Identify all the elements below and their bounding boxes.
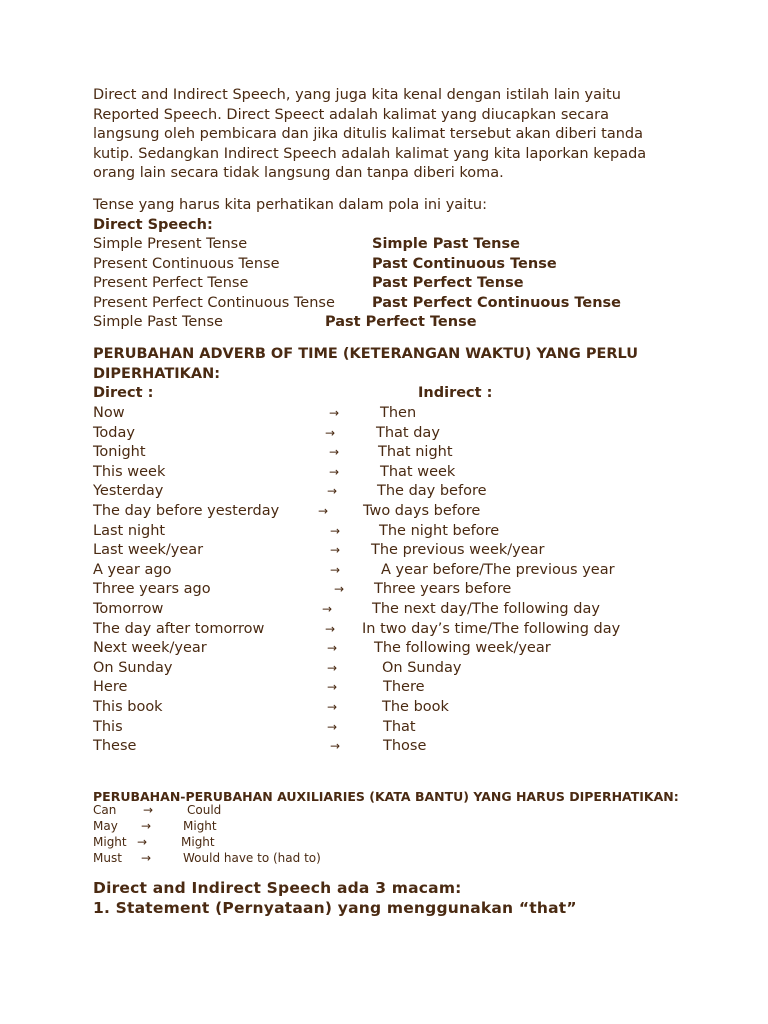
intro-line-5: orang lain secara tidak langsung dan tanpa diberi koma. (93, 165, 504, 181)
direct-column-label: Direct : (93, 385, 154, 401)
adverb-direct: Here (93, 679, 128, 696)
adverb-direct: A year ago (93, 561, 172, 578)
tense-indirect-5: Past Perfect Tense (325, 314, 477, 330)
adverb-direct: Last week/year (93, 542, 204, 559)
adverb-indirect: Three years before (374, 581, 512, 598)
arrow-icon: → (327, 660, 338, 675)
arrow-icon: → (143, 803, 154, 817)
adverb-direct: Now (93, 405, 125, 421)
intro-line-2: Reported Speech. Direct Speect adalah kalimat yang diucapkan secara (93, 107, 610, 123)
adverb-indirect: The night before (379, 522, 500, 539)
adverb-direct: Three years ago (93, 581, 211, 598)
aux-indirect: Might (181, 835, 215, 849)
adverb-direct: This week (93, 463, 166, 480)
arrow-icon: → (327, 719, 338, 734)
type-1-statement: 1. Statement (Pernyataan) yang menggunakan “that” (93, 899, 577, 917)
arrow-icon: → (329, 445, 340, 460)
arrow-icon: → (141, 819, 152, 833)
adverb-direct: On Sunday (93, 659, 173, 676)
tense-direct-2: Present Continuous Tense (93, 256, 280, 272)
adverb-indirect: Two days before (363, 503, 481, 519)
adverb-direct: The day before yesterday (93, 503, 280, 519)
intro-line-3: langsung oleh pembicara dan jika ditulis kalimat tersebut akan diberi tanda (93, 126, 644, 142)
adverb-direct: This (93, 718, 123, 735)
adverb-heading-line-2: DIPERHATIKAN: (93, 366, 221, 382)
arrow-icon: → (325, 621, 336, 636)
arrow-icon: → (327, 680, 338, 695)
arrow-icon: → (330, 739, 341, 754)
adverb-indirect: That day (376, 424, 440, 441)
tense-indirect-2: Past Continuous Tense (372, 256, 557, 272)
tense-indirect-1: Simple Past Tense (372, 236, 520, 252)
adverb-indirect: On Sunday (382, 659, 462, 676)
arrow-icon: → (141, 851, 152, 865)
adverb-indirect: Then (380, 405, 417, 421)
arrow-icon: → (329, 464, 340, 479)
adverb-indirect: Those (383, 738, 427, 755)
arrow-icon: → (327, 484, 338, 499)
adverb-indirect: The previous week/year (371, 542, 545, 559)
indirect-column-label: Indirect : (418, 385, 493, 401)
arrow-icon: → (137, 835, 148, 849)
adverb-indirect: There (383, 679, 425, 696)
aux-direct: Must (93, 851, 122, 865)
tense-intro: Tense yang harus kita perhatikan dalam pola ini yaitu: (93, 197, 487, 213)
aux-indirect: Might (183, 819, 217, 833)
adverb-direct: The day after tomorrow (93, 620, 265, 637)
arrow-icon: → (330, 543, 341, 558)
arrow-icon: → (327, 700, 338, 714)
tense-indirect-3: Past Perfect Tense (372, 275, 524, 291)
arrow-icon: → (329, 406, 340, 420)
adverb-heading-line-1: PERUBAHAN ADVERB OF TIME (KETERANGAN WAKTU) YANG PERLU (93, 346, 639, 362)
adverb-indirect: The next day/The following day (372, 601, 600, 617)
adverb-direct: Tonight (93, 444, 146, 461)
aux-heading: PERUBAHAN-PERUBAHAN AUXILIARIES (KATA BANTU) YANG HARUS DIPERHATIKAN: (93, 789, 679, 804)
arrow-icon: → (334, 582, 345, 597)
direct-speech-label: Direct Speech: (93, 217, 213, 233)
tense-direct-5: Simple Past Tense (93, 314, 223, 330)
aux-indirect: Could (187, 803, 222, 817)
adverb-indirect: That (383, 718, 416, 735)
tense-direct-1: Simple Present Tense (93, 236, 248, 252)
adverb-indirect: A year before/The previous year (381, 561, 615, 578)
adverb-direct: Today (93, 424, 135, 441)
adverb-direct: Yesterday (93, 483, 164, 500)
tense-direct-4: Present Perfect Continuous Tense (93, 295, 335, 311)
types-heading: Direct and Indirect Speech ada 3 macam: (93, 879, 462, 897)
adverb-indirect: In two day’s time/The following day (362, 620, 621, 637)
aux-direct: Might (93, 835, 127, 849)
arrow-icon: → (330, 523, 341, 538)
adverb-direct: This book (93, 699, 163, 715)
aux-direct: Can (93, 803, 117, 817)
arrow-icon: → (325, 425, 336, 440)
arrow-icon: → (327, 641, 338, 656)
intro-line-1: Direct and Indirect Speech, yang juga kita kenal dengan istilah lain yaitu (93, 87, 621, 103)
intro-line-4: kutip. Sedangkan Indirect Speech adalah kalimat yang kita laporkan kepada (93, 146, 647, 162)
aux-indirect: Would have to (had to) (183, 851, 321, 865)
adverb-indirect: The following week/year (374, 640, 551, 657)
arrow-icon: → (330, 562, 341, 577)
tense-indirect-4: Past Perfect Continuous Tense (372, 295, 621, 311)
adverb-direct: Last night (93, 522, 166, 539)
adverb-indirect: That week (380, 463, 456, 480)
arrow-icon: → (322, 602, 333, 616)
adverb-indirect: The day before (377, 483, 487, 500)
adverb-direct: Tomorrow (93, 601, 164, 617)
tense-direct-3: Present Perfect Tense (93, 275, 249, 291)
adverb-direct: These (93, 738, 137, 755)
adverb-direct: Next week/year (93, 640, 207, 657)
aux-direct: May (93, 819, 118, 833)
adverb-indirect: That night (378, 444, 453, 461)
adverb-indirect: The book (382, 699, 449, 715)
arrow-icon: → (318, 504, 329, 518)
